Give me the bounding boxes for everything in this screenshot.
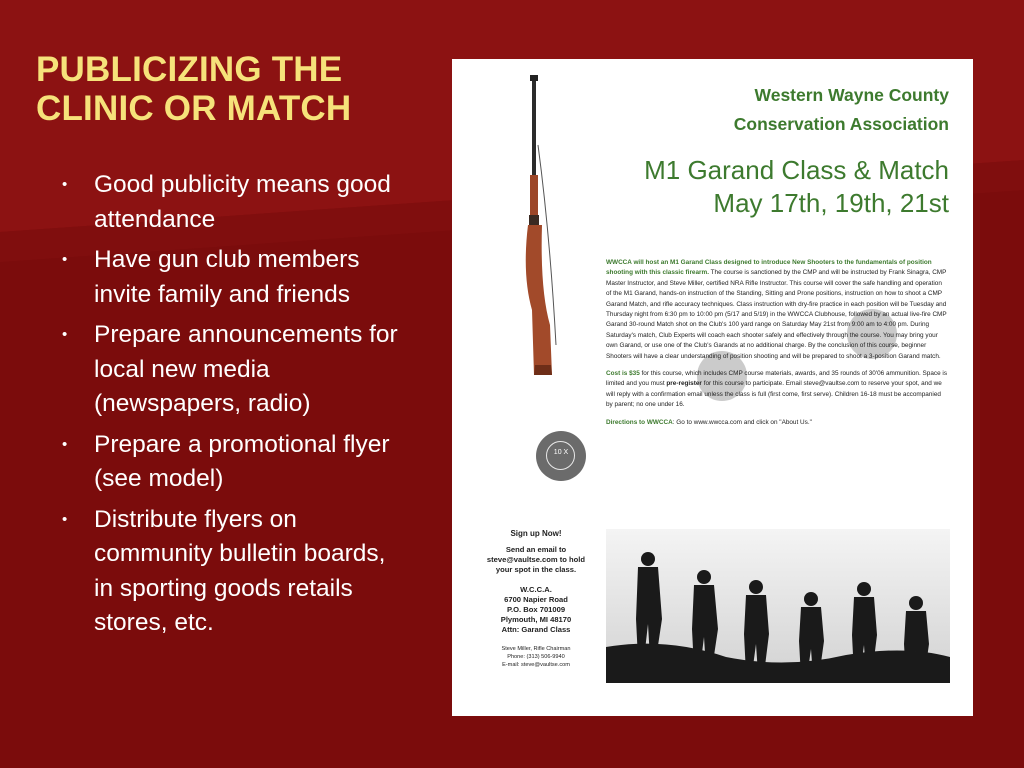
signup-email-line: Send an email to [505, 545, 567, 554]
bullet-item [60, 503, 410, 641]
soldiers-silhouette-image [606, 529, 950, 683]
bullet-item [60, 428, 410, 497]
flyer-lead-text: WWCCA will host an M1 Garand Class designed to introduce New Shooters to the fundamentals of position shooting with this classic firearm. [606, 259, 932, 277]
bullet-item [60, 318, 410, 422]
target-label: 10 X [553, 449, 569, 456]
signup-email-line: steve@vaultse.com to hold [486, 555, 586, 564]
flyer-text: for this course to participate. Email steve@vaultse.com to reserve your spot, and we will reply with a confirmation email unless the class is full (first come, first serve). Children 16-18 must be accompanied by parent; no one under 16. [606, 380, 942, 409]
flyer-text: The course is sanctioned by the CMP and will be instructed by Frank Sinagra, CMP Master Instructor, and Steve Miller, certified NRA Rifle Instructor. This course will cover the safe handling and operation of the M1 Garand, hands-on instruction of the Standing, Sitting and Prone positions, instruction on how to shoot a CMP Garand Match, and rifle accuracy techniques. Class instruction with dry-fire practice in each position will be Tuesday and Thursday night from 6:30 pm to 10:00 pm (5/17 and 5/19) in the WWCCA Clubhouse, followed by an actual live-fire CMP Garand 30-round Match shot on the Club's 100 yard range on Saturday May 21st from 9:00 am to 4:00 pm. During Saturday's match, Club Experts will coach each shooter safely and effectively through the course. You may bring your own Garand, or use one of the Club's Garands at no additional charge. By the conclusion of this course, beginner Shooters will have a clear understanding of position shooting and will be prepared to shoot a 3-position Garand match. [606, 269, 947, 360]
flyer-class-title-line-1: M1 Garand Class & Match [644, 155, 949, 185]
signup-address-line: Plymouth, MI 48170 [500, 615, 572, 624]
flyer-org-name [734, 81, 949, 139]
bullet-dot-icon: • [62, 435, 68, 453]
flyer-text: for this course, which includes CMP course materials, awards, and 35 rounds of 30'06 ammunition. Space is limited and you must [606, 370, 948, 388]
flyer-text: : Go to www.wwcca.com and click on "About Us." [672, 418, 812, 426]
bullet-dot-icon: • [62, 176, 68, 193]
flyer-class-dates: May 17th, 19th, 21st [713, 188, 949, 218]
signup-contact-line: Phone: (313) 506-9940 [507, 654, 565, 660]
bullet-text: Prepare a promotional flyer (see model) [94, 430, 390, 492]
bullet-dot-icon: • [62, 326, 68, 343]
flyer-paragraph-cost [606, 369, 948, 411]
bullet-dot-icon: • [62, 510, 68, 528]
target-decoration-icon [536, 431, 586, 481]
flyer-signup-block [456, 529, 616, 669]
flyer-org-line-1: Western Wayne County [754, 85, 949, 105]
flyer-paragraph-description [606, 258, 948, 362]
signup-address-line: Attn: Garand Class [501, 625, 571, 634]
flyer-class-title [644, 154, 949, 220]
bullet-text: Good publicity means good attendance [94, 171, 391, 233]
flyer-cost-label: Cost is $35 [606, 370, 640, 378]
flyer-body-text [606, 258, 948, 435]
bullet-text: Prepare announcements for local new media (newspapers, radio) [94, 321, 398, 417]
signup-heading: Sign up Now! [510, 529, 562, 538]
flyer-paragraph-directions [606, 418, 948, 428]
flyer-directions-label: Directions to WWCCA [606, 418, 673, 426]
bullet-item [60, 168, 410, 237]
bullet-list [60, 168, 410, 647]
signup-address-line: 6700 Napier Road [504, 595, 568, 604]
rifle-image-icon [488, 75, 558, 380]
signup-address-line: P.O. Box 701009 [506, 605, 566, 614]
flyer-org-line-2: Conservation Association [733, 114, 949, 134]
bullet-dot-icon: • [62, 251, 68, 268]
bullet-item [60, 243, 410, 312]
promotional-flyer-image [452, 59, 973, 716]
signup-contact-line: Steve Miller, Rifle Chairman [501, 646, 571, 652]
signup-email-line: your spot in the class. [495, 565, 577, 574]
slide-title-line-2: CLINIC OR MATCH [36, 89, 352, 128]
bullet-text: Distribute flyers on community bulletin boards, in sporting goods retails stores, etc. [94, 505, 386, 636]
signup-contact-line: E-mail: steve@vaultse.com [502, 662, 570, 668]
slide-title [36, 50, 436, 128]
signup-address-line: W.C.C.A. [520, 585, 552, 594]
bullet-text: Have gun club members invite family and friends [94, 246, 360, 308]
flyer-preregister: pre-register [666, 380, 702, 388]
slide-title-line-1: PUBLICIZING THE [36, 50, 343, 89]
